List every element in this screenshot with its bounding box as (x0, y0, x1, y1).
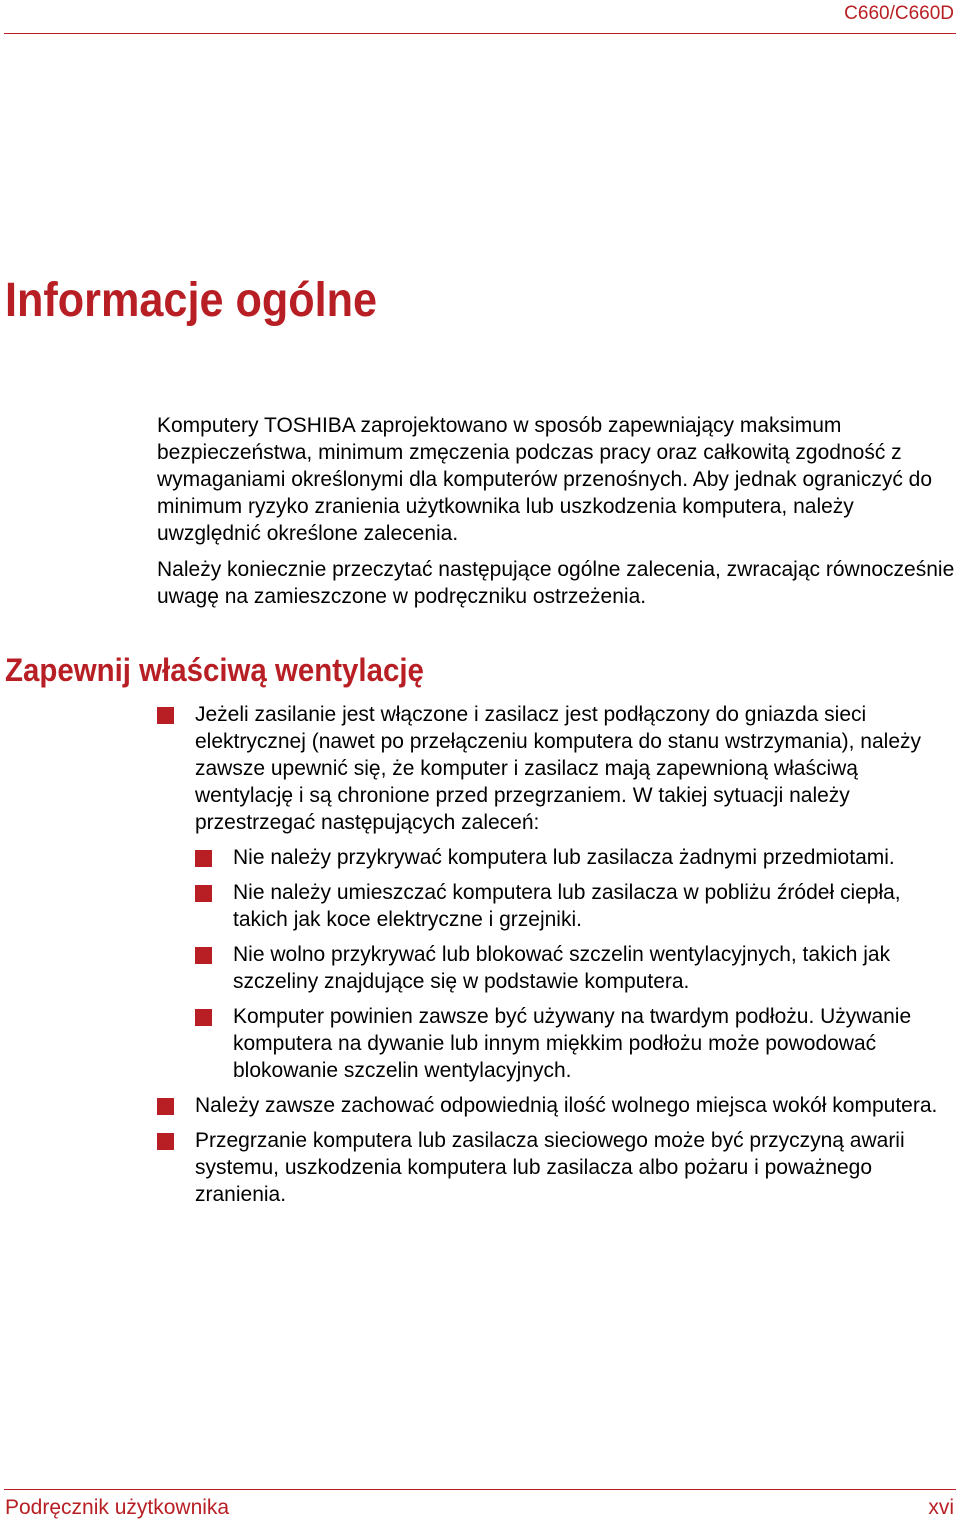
intro-paragraph-1: Komputery TOSHIBA zaprojektowano w sposób zapewniający maksimum bezpieczeństwa, minimum zmęczenia podczas pracy oraz całkowitą zgodność z wymaganiami określonymi dla komputerów przenośnych. Aby jednak ograniczyć do minimum ryzyko zranienia użytkownika lub uszkodzenia komputera, należy uwzględnić określone zalecenia. (157, 414, 933, 545)
intro-paragraph-2: Należy koniecznie przeczytać następujące ogólne zalecenia, zwracając równocześnie uwagę na zamieszczone w podręczniku ostrzeżenia. (157, 558, 955, 608)
square-bullet-icon (195, 850, 212, 867)
footer-rule (4, 1489, 956, 1490)
list-item-text: Komputer powinien zawsze być używany na twardym podłożu. Używanie komputera na dywanie lub innym miękkim podłożu może powodować blokowanie szczelin wentylacyjnych. (233, 1005, 912, 1082)
list-item-text: Przegrzanie komputera lub zasilacza sieciowego może być przyczyną awarii systemu, uszkodzenia komputera lub zasilacza albo pożaru i poważnego zranienia. (195, 1129, 905, 1206)
list-item (195, 941, 957, 995)
header-rule (4, 33, 956, 34)
chapter-title: Informacje ogólne (5, 274, 378, 327)
square-bullet-icon (157, 707, 174, 724)
list-item-text: Nie należy umieszczać komputera lub zasilacza w pobliżu źródeł ciepła, takich jak koce elektryczne i grzejniki. (233, 881, 901, 931)
header-model-label: C660/C660D (844, 3, 954, 24)
ventilation-bullet-list (157, 701, 957, 1216)
list-item (157, 701, 955, 836)
list-item (157, 1092, 955, 1119)
list-item-text: Nie wolno przykrywać lub blokować szczelin wentylacyjnych, takich jak szczeliny znajdujące się w podstawie komputera. (233, 943, 891, 993)
square-bullet-icon (157, 1133, 174, 1150)
list-item-text: Jeżeli zasilanie jest włączone i zasilacz jest podłączony do gniazda sieci elektrycznej (nawet po przełączeniu komputera do stanu wstrzymania), należy zawsze upewnić się, że komputer i zasilacz mają zapewnioną właściwą wentylację i są chronione przed przegrzaniem. W takiej sytuacji należy przestrzegać następujących zaleceń: (195, 703, 922, 834)
square-bullet-icon (195, 1009, 212, 1026)
square-bullet-icon (195, 947, 212, 964)
list-item (195, 844, 957, 871)
footer-page-number: xvi (928, 1496, 954, 1519)
section-title: Zapewnij właściwą wentylację (5, 652, 424, 688)
footer-manual-name: Podręcznik użytkownika (5, 1496, 230, 1519)
list-item-text: Należy zawsze zachować odpowiednią ilość wolnego miejsca wokół komputera. (195, 1094, 938, 1117)
square-bullet-icon (195, 885, 212, 902)
list-item (157, 1127, 955, 1208)
list-item (195, 1003, 957, 1084)
list-item-text: Nie należy przykrywać komputera lub zasilacza żadnymi przedmiotami. (233, 846, 895, 869)
square-bullet-icon (157, 1098, 174, 1115)
list-item (195, 879, 957, 933)
